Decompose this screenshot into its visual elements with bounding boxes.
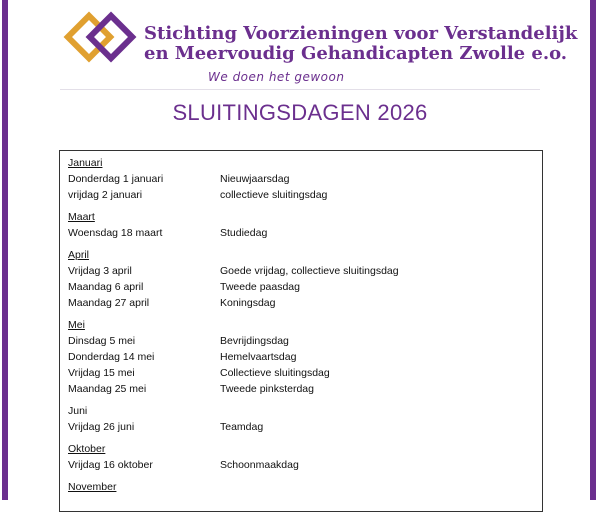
closing-day-date: Vrijdag 15 mei <box>68 367 135 379</box>
closing-day-row <box>68 365 538 381</box>
closing-day-date: Vrijdag 3 april <box>68 265 132 277</box>
page-title: SLUITINGSDAGEN 2026 <box>172 100 428 125</box>
closing-day-description: Collectieve sluitingsdag <box>220 367 330 379</box>
closing-day-date: Vrijdag 16 oktober <box>68 459 153 471</box>
closing-day-description: Goede vrijdag, collectieve sluitingsdag <box>220 265 399 277</box>
month-section <box>68 441 538 473</box>
organization-name-line1: Stichting Voorzieningen voor Verstandelijk <box>144 23 578 44</box>
closing-day-row <box>68 279 538 295</box>
month-heading: Oktober <box>68 443 106 455</box>
closing-day-date: Donderdag 1 januari <box>68 173 164 185</box>
month-section <box>68 403 538 435</box>
closing-day-date: Donderdag 14 mei <box>68 351 155 363</box>
closing-day-date: Maandag 27 april <box>68 297 150 309</box>
month-section <box>68 155 538 203</box>
closing-day-description: Koningsdag <box>220 297 276 309</box>
letterhead <box>60 8 578 88</box>
month-heading: November <box>68 481 117 493</box>
closing-day-date: Maandag 6 april <box>68 281 144 293</box>
closing-day-description: Nieuwjaarsdag <box>220 173 290 185</box>
month-heading: April <box>68 249 90 261</box>
closing-day-row <box>68 419 538 435</box>
month-heading: Januari <box>68 157 103 169</box>
page-border-right <box>590 0 596 500</box>
closing-day-date: Dinsdag 5 mei <box>68 335 136 347</box>
month-section <box>68 247 538 311</box>
closing-day-description: Studiedag <box>220 227 268 239</box>
closing-day-row <box>68 457 538 473</box>
closing-day-row <box>68 263 538 279</box>
closing-day-date: Woensdag 18 maart <box>68 227 163 239</box>
closing-day-description: collectieve sluitingsdag <box>220 189 328 201</box>
closing-day-row <box>68 349 538 365</box>
month-heading: Mei <box>68 319 85 331</box>
organization-name-line2: en Meervoudig Gehandicapten Zwolle e.o. <box>144 43 568 64</box>
closing-days-list <box>68 155 538 501</box>
closing-days-table <box>59 150 543 512</box>
closing-day-date: Maandag 25 mei <box>68 383 147 395</box>
closing-day-row <box>68 225 538 241</box>
closing-day-description: Tweede pinksterdag <box>220 383 314 395</box>
month-heading: Juni <box>68 405 88 417</box>
closing-day-date: vrijdag 2 januari <box>68 189 143 201</box>
organization-name <box>144 24 577 64</box>
closing-day-row <box>68 381 538 397</box>
month-heading: Maart <box>68 211 95 223</box>
month-section <box>68 317 538 397</box>
month-section <box>68 209 538 241</box>
closing-day-row <box>68 295 538 311</box>
logo-icon <box>60 8 140 68</box>
closing-day-row <box>68 187 538 203</box>
month-section <box>68 479 538 495</box>
closing-day-row <box>68 333 538 349</box>
closing-day-description: Teamdag <box>220 421 264 433</box>
header-divider <box>60 89 540 90</box>
closing-day-date: Vrijdag 26 juni <box>68 421 135 433</box>
closing-day-row <box>68 171 538 187</box>
closing-day-description: Tweede paasdag <box>220 281 300 293</box>
slogan: We doen het gewoon <box>208 70 345 84</box>
closing-day-description: Schoonmaakdag <box>220 459 299 471</box>
closing-day-description: Hemelvaartsdag <box>220 351 297 363</box>
page-border-left <box>2 0 8 500</box>
closing-day-description: Bevrijdingsdag <box>220 335 289 347</box>
